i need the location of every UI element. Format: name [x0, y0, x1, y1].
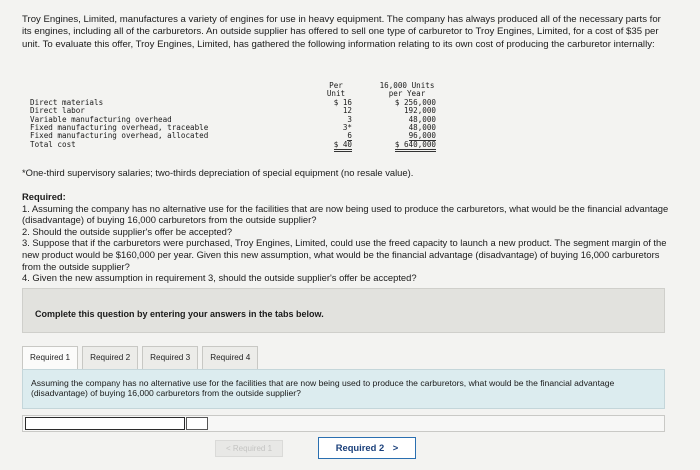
row-label: Fixed manufacturing overhead, traceable	[30, 122, 209, 132]
required-item-4: 4. Given the new assumption in requirement 3, should the outside supplier's offer be accepted?	[22, 272, 417, 284]
row-per-year: 48,000	[408, 114, 436, 124]
row-per-unit: 12	[342, 106, 352, 116]
tab-required-4[interactable]: Required 4	[202, 346, 258, 369]
required-item-1: 1. Assuming the company has no alternative use for the facilities that are now being used to produce the carburetors, what would be the financial advantage (disadvantage) of buying 16,000 carburetors from the outside supplier?	[22, 202, 669, 226]
row-per-unit: $ 16	[333, 97, 352, 107]
header-per-unit-line1: Per	[329, 81, 343, 90]
row-per-year: 48,000	[408, 122, 436, 132]
instruction-banner	[22, 288, 665, 333]
chevron-right-icon: >	[392, 442, 399, 453]
answer-row	[22, 415, 665, 432]
header-per-unit-line2: Unit	[326, 89, 346, 99]
question-panel	[22, 369, 665, 409]
row-per-unit: 3*	[342, 122, 352, 132]
row-per-year: 192,000	[403, 106, 436, 116]
next-button-label: Required 2	[335, 442, 385, 453]
row-label: Direct materials	[30, 97, 104, 107]
requirement-tabs	[22, 346, 262, 369]
total-label: Total cost	[30, 139, 76, 149]
row-per-unit: 6	[347, 131, 352, 141]
required-heading: Required:	[22, 191, 66, 202]
row-label: Variable manufacturing overhead	[30, 114, 172, 124]
tab-required-1[interactable]: Required 1	[22, 346, 78, 369]
question-text: Assuming the company has no alternative use for the facilities that are now being used to produce the carburetors, what would be the financial advantage (disadvantage) of buying 16,000 carburetors from the outside supplier?	[31, 378, 615, 399]
next-required-button[interactable]	[318, 437, 416, 459]
total-per-year: $ 640,000	[395, 140, 436, 152]
table-footnote: *One-third supervisory salaries; two-thirds depreciation of special equipment (no resale value).	[22, 167, 414, 178]
previous-required-button[interactable]: < Required 1	[215, 440, 283, 457]
answer-unit-cell[interactable]	[186, 417, 208, 430]
problem-intro: Troy Engines, Limited, manufactures a variety of engines for use in heavy equipment. The company has always produced all of the necessary parts for its engines, including all of the carburetors. An outside supplier has offered to sell one type of carburetor to Troy Engines, Limited, for a cost of $35 per unit. To evaluate this offer, Troy Engines, Limited, has gathered the following information relating to its own cost of producing the carburetor internally:	[22, 14, 661, 50]
row-per-year: 96,000	[408, 131, 436, 141]
row-label: Fixed manufacturing overhead, allocated	[30, 131, 209, 141]
tab-required-2[interactable]: Required 2	[82, 346, 138, 369]
total-per-unit: $ 40	[334, 140, 352, 152]
row-per-year: $ 256,000	[394, 97, 436, 107]
tab-required-3[interactable]: Required 3	[142, 346, 198, 369]
financial-advantage-input[interactable]	[25, 417, 185, 430]
required-item-3: 3. Suppose that if the carburetors were purchased, Troy Engines, Limited, could use the freed capacity to launch a new product. The segment margin of the new product would be $160,000 per year. Given this new assumption, what would be the financial advantage (disadvantage) of buying 16,000 carburetors from the outside supplier?	[22, 237, 667, 272]
row-label: Direct labor	[30, 106, 85, 116]
header-per-year-line2: per Year	[388, 89, 426, 99]
required-section	[22, 191, 672, 284]
row-per-unit: 3	[347, 114, 352, 124]
header-per-year-line1: 16,000 Units	[379, 81, 435, 90]
required-item-2: 2. Should the outside supplier's offer be accepted?	[22, 225, 233, 237]
instruction-text: Complete this question by entering your answers in the tabs below.	[35, 309, 324, 319]
